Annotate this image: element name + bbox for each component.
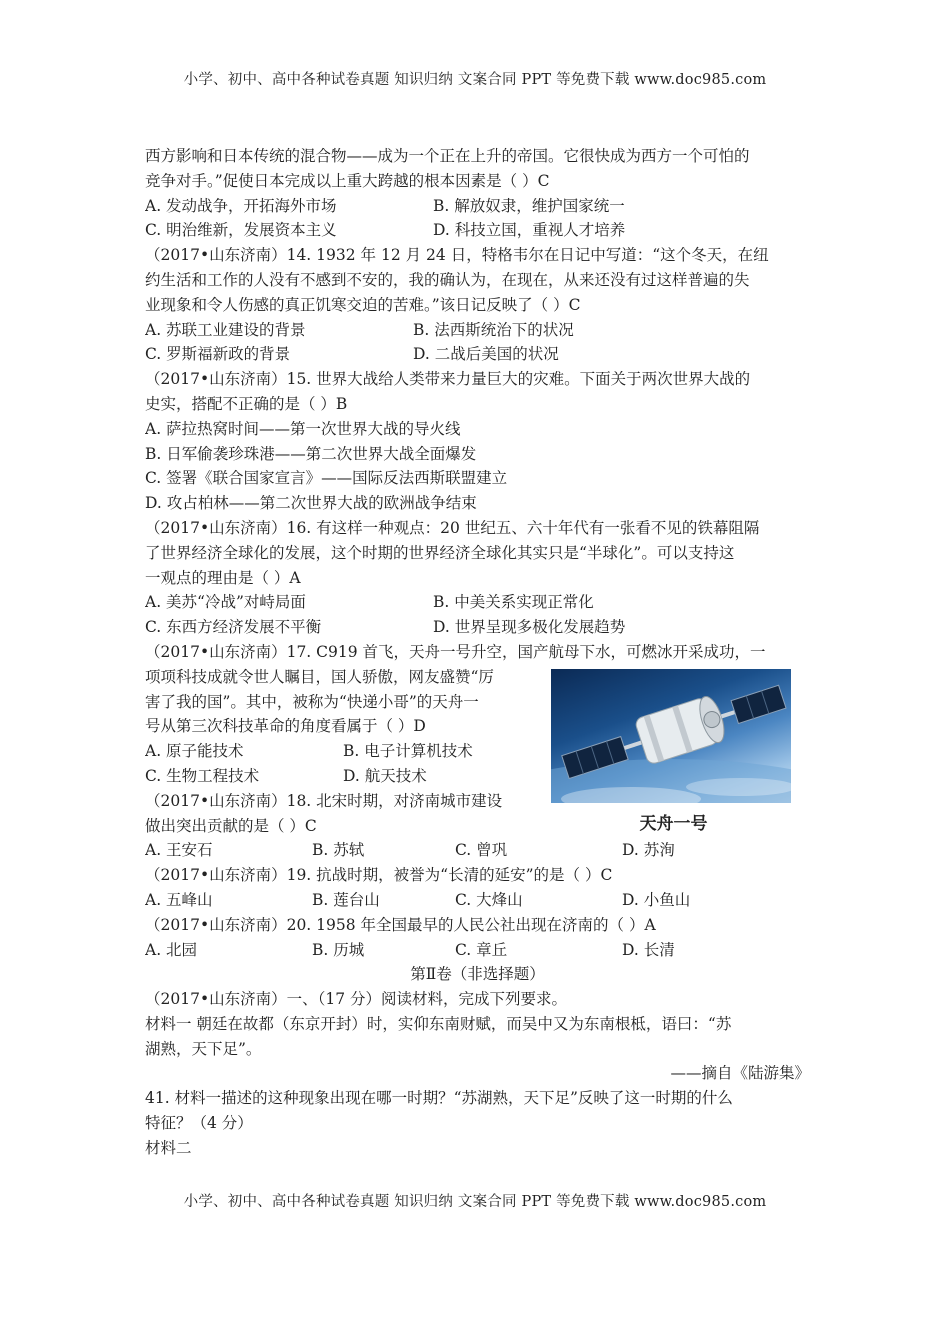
q20-line-1: （2017•山东济南）20. 1958 年全国最早的人民公社出现在济南的（ ）A xyxy=(145,915,656,934)
q15-option-c: C. 签署《联合国家宣言》——国际反法西斯联盟建立 xyxy=(145,469,508,488)
tianzhou-spacecraft-image xyxy=(551,669,791,803)
q15-line-2: 史实，搭配不正确的是（ ）B xyxy=(145,394,348,413)
q19-option-d: D. 小鱼山 xyxy=(622,890,691,909)
q13-option-d: D. 科技立国，重视人才培养 xyxy=(433,221,626,240)
q16-line-2: 了世界经济全球化的发展，这个时期的世界经济全球化其实只是“半球化”。可以支持这 xyxy=(145,543,735,562)
q13-options-row-1 xyxy=(145,194,810,219)
q17-line-3: 害了我的国”。其中，被称为“快递小哥”的天舟一 xyxy=(145,692,479,711)
q18-options-row xyxy=(145,838,810,863)
q16-line-1: （2017•山东济南）16. 有这样一种观点：20 世纪五、六十年代有一张看不见的铁幕阻隔 xyxy=(145,518,760,537)
q14-options-row-2 xyxy=(145,342,810,367)
q16-options-row-1 xyxy=(145,590,810,615)
q19-line-1: （2017•山东济南）19. 抗战时期，被誉为“长清的延安”的是（ ）C xyxy=(145,866,613,885)
q13-line-2: 竞争对手。”促使日本完成以上重大跨越的根本因素是（ ）C xyxy=(145,171,550,190)
q14-option-a: A. 苏联工业建设的背景 xyxy=(145,320,306,339)
q20-options-row xyxy=(145,938,810,963)
q16-option-a: A. 美苏“冷战”对峙局面 xyxy=(145,593,306,612)
q14-options-row-1 xyxy=(145,318,810,343)
q17-line-2: 项项科技成就令世人瞩目，国人骄傲，网友盛赞“厉 xyxy=(145,667,494,686)
spacecraft-illustration xyxy=(551,669,791,803)
q16-option-d: D. 世界呈现多极化发展趋势 xyxy=(433,618,626,637)
q19-option-a: A. 五峰山 xyxy=(145,890,213,909)
q16-line-3: 一观点的理由是（ ）A xyxy=(145,568,301,587)
q18-option-d: D. 苏洵 xyxy=(622,841,675,860)
q14-line-3: 业现象和令人伤感的真正饥寒交迫的苦难。”该日记反映了（ ）C xyxy=(145,295,581,314)
q17-option-c: C. 生物工程技术 xyxy=(145,766,260,785)
material1-line-2: 湖熟，天下足”。 xyxy=(145,1039,262,1058)
q15-option-d: D. 攻占柏林——第二次世界大战的欧洲战争结束 xyxy=(145,494,477,513)
q18-option-a: A. 王安石 xyxy=(145,841,213,860)
q13-options-row-2 xyxy=(145,218,810,243)
q20-option-b: B. 历城 xyxy=(312,940,365,959)
q17-options-row-1 xyxy=(145,739,545,764)
q17-option-d: D. 航天技术 xyxy=(343,766,427,785)
material2-label: 材料二 xyxy=(145,1138,192,1157)
q13-line-1: 西方影响和日本传统的混合物——成为一个正在上升的帝国。它很快成为西方一个可怕的 xyxy=(145,147,750,165)
q18-option-b: B. 苏轼 xyxy=(312,841,365,860)
q18-option-c: C. 曾巩 xyxy=(455,841,508,860)
material1-line-1: 材料一 朝廷在故都（东京开封）时，实仰东南财赋，而吴中又为东南根柢，语曰：“苏 xyxy=(145,1014,732,1033)
q14-option-b: B. 法西斯统治下的状况 xyxy=(413,320,574,339)
q20-option-c: C. 章丘 xyxy=(455,940,508,959)
q13-option-c: C. 明治维新，发展资本主义 xyxy=(145,221,337,240)
page-footer: 小学、初中、高中各种试卷真题 知识归纳 文案合同 PPT 等免费下载 www.doc985.com xyxy=(183,1194,767,1210)
q17-options-row-2 xyxy=(145,764,545,789)
q19-options-row xyxy=(145,888,810,913)
page-header: 小学、初中、高中各种试卷真题 知识归纳 文案合同 PPT 等免费下载 www.doc985.com xyxy=(183,72,767,88)
q20-option-a: A. 北园 xyxy=(145,940,198,959)
part2-title: 第Ⅱ卷（非选择题） xyxy=(410,965,545,984)
q15-option-b: B. 日军偷袭珍珠港——第二次世界大战全面爆发 xyxy=(145,444,477,463)
q41-line-1: 41. 材料一描述的这种现象出现在哪一时期？“苏湖熟，天下足”反映了这一时期的什么 xyxy=(145,1089,733,1108)
q16-option-b: B. 中美关系实现正常化 xyxy=(433,593,594,612)
q19-option-b: B. 莲台山 xyxy=(312,890,380,909)
q18-line-1: （2017•山东济南）18. 北宋时期，对济南城市建设 xyxy=(145,791,503,810)
q18-line-2: 做出突出贡献的是（ ）C xyxy=(145,816,317,835)
q13-option-a: A. 发动战争，开拓海外市场 xyxy=(145,196,337,215)
q20-option-d: D. 长清 xyxy=(622,940,675,959)
q19-option-c: C. 大烽山 xyxy=(455,890,523,909)
q15-line-1: （2017•山东济南）15. 世界大战给人类带来力量巨大的灾难。下面关于两次世界大战的 xyxy=(145,370,751,389)
part2-intro: （2017•山东济南）一、（17 分）阅读材料，完成下列要求。 xyxy=(145,990,567,1009)
q13-option-b: B. 解放奴隶，维护国家统一 xyxy=(433,196,625,215)
q41-line-2: 特征？（4 分） xyxy=(145,1114,253,1133)
q16-options-row-2 xyxy=(145,615,810,640)
q15-option-a: A. 萨拉热窝时间——第一次世界大战的导火线 xyxy=(145,419,461,438)
q17-line-4: 号从第三次科技革命的角度看属于（ ）D xyxy=(145,717,426,736)
q17-option-b: B. 电子计算机技术 xyxy=(343,742,473,761)
tianzhou-figure xyxy=(551,669,796,839)
q14-line-2: 约生活和工作的人没有不感到不安的，我的确认为，在现在，从来还没有过这样普遍的失 xyxy=(145,270,750,289)
q14-line-1: （2017•山东济南）14. 1932 年 12 月 24 日，特格韦尔在日记中写道：“这个冬天，在纽 xyxy=(145,246,769,265)
tianzhou-caption: 天舟一号 xyxy=(639,813,708,834)
q17-q18-block xyxy=(145,665,810,839)
exam-content xyxy=(145,144,810,1161)
material1-source: ——摘自《陆游集》 xyxy=(670,1064,810,1083)
q17-option-a: A. 原子能技术 xyxy=(145,742,244,761)
q16-option-c: C. 东西方经济发展不平衡 xyxy=(145,618,322,637)
q14-option-d: D. 二战后美国的状况 xyxy=(413,345,559,364)
q17-line-1: （2017•山东济南）17. C919 首飞，天舟一号升空，国产航母下水，可燃冰开采成功，一 xyxy=(145,642,766,661)
q14-option-c: C. 罗斯福新政的背景 xyxy=(145,345,291,364)
